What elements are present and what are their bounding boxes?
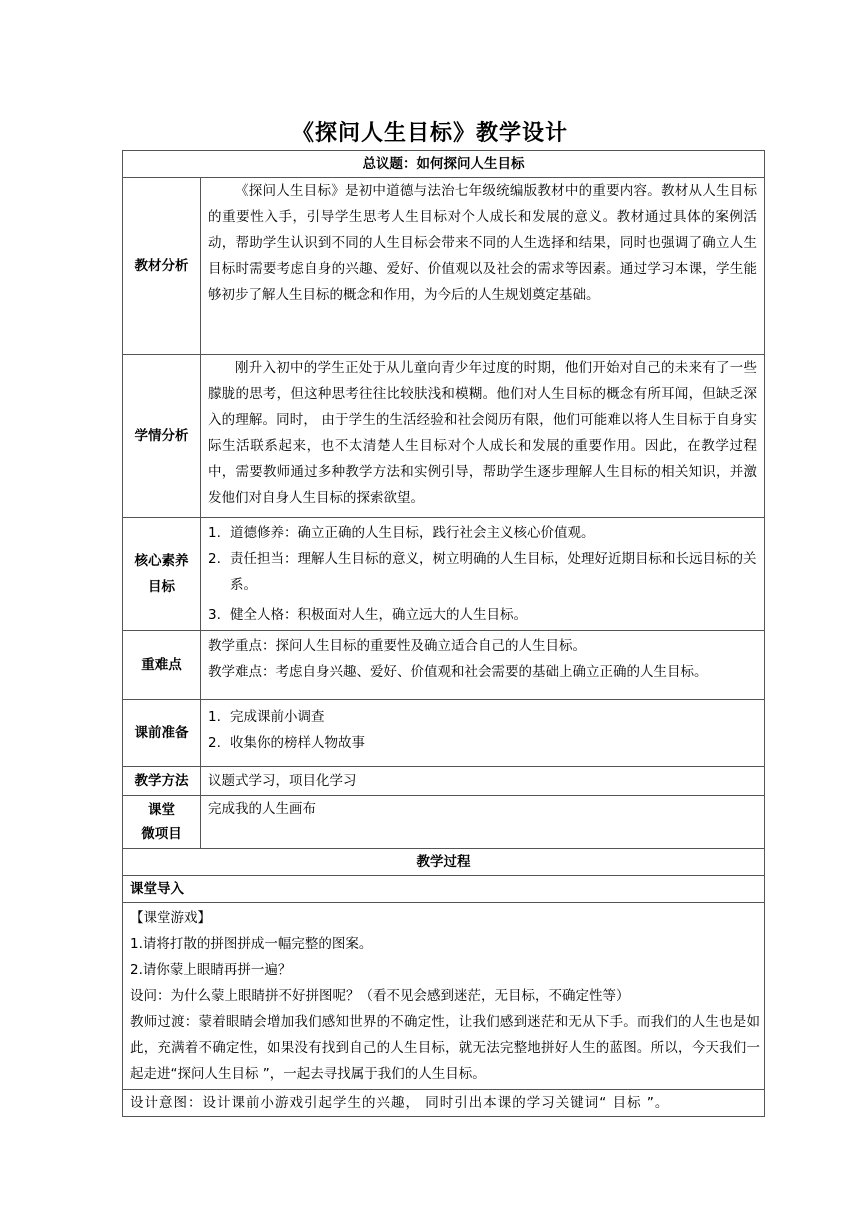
list-item xyxy=(208,546,760,598)
intro-content xyxy=(123,903,765,1090)
list-item-text: 道德修养：确立正确的人生目标，践行社会主义核心价值观。 xyxy=(230,525,595,541)
list-item-text: 健全人格：积极面对人生，确立远大的人生目标。 xyxy=(230,607,527,623)
preparation-row xyxy=(123,700,765,767)
micro-project-label-line1: 课堂 xyxy=(148,802,175,818)
list-item xyxy=(208,704,760,730)
core-literacy-list xyxy=(201,518,765,631)
question-line: 设问：为什么蒙上眼睛拼不好拼图呢？（看不见会感到迷茫，无目标，不确定性等） xyxy=(130,988,630,1004)
list-item-text: 完成课前小调查 xyxy=(230,709,325,725)
intro-section-row xyxy=(123,876,765,903)
textbook-analysis-label: 教材分析 xyxy=(123,178,201,355)
preparation-list xyxy=(201,700,765,767)
lesson-plan-table xyxy=(122,150,765,1117)
list-item-number: 2. xyxy=(208,735,221,751)
micro-project-text: 完成我的人生画布 xyxy=(201,796,765,849)
teaching-difficulty: 教学难点：考虑自身兴趣、爱好、价值观和社会需要的基础上确立正确的人生目标。 xyxy=(208,664,708,680)
preparation-label: 课前准备 xyxy=(123,700,201,767)
list-item-text: 收集你的榜样人物故事 xyxy=(230,735,365,751)
list-item-number: 3. xyxy=(208,607,221,623)
teaching-focus: 教学重点：探问人生目标的重要性及确立适合自己的人生目标。 xyxy=(208,638,586,654)
core-literacy-label-line2: 目标 xyxy=(148,579,175,595)
overall-topic: 总议题：如何探问人生目标 xyxy=(123,151,765,178)
process-heading-row xyxy=(123,849,765,876)
core-literacy-row xyxy=(123,518,765,631)
list-item-number: 2. xyxy=(208,551,221,567)
step-line: 2.请你蒙上眼睛再拼一遍？ xyxy=(130,962,292,978)
key-difficulty-label: 重难点 xyxy=(123,631,201,700)
overall-topic-row xyxy=(123,151,765,178)
list-item xyxy=(208,520,760,546)
method-row xyxy=(123,767,765,796)
micro-project-label-line2: 微项目 xyxy=(141,826,182,842)
list-item-number: 1. xyxy=(208,525,221,541)
document-title: 《探问人生目标》教学设计 xyxy=(291,121,568,146)
method-text: 议题式学习，项目化学习 xyxy=(201,767,765,796)
textbook-analysis-text: 《探问人生目标》是初中道德与法治七年级统编版教材中的重要内容。教材从人生目标的重要性入手，引导学生思考人生目标对个人成长和发展的意义。教材通过具体的案例活动，帮助学生认识到不同的人生目标会带来不同的人生选择和结果，同时也强调了确立人生目标时需要考虑自身的兴趣、爱好、价值观以及社会的需求等因素。通过学习本课，学生能够初步了解人生目标的概念和作用，为今后的人生规划奠定基础。 xyxy=(201,178,765,355)
key-difficulty-row xyxy=(123,631,765,700)
textbook-analysis-row xyxy=(123,178,765,355)
list-item xyxy=(208,602,760,628)
design-intent: 设计意图：设计课前小游戏引起学生的兴趣， 同时引出本课的学习关键词“ 目标 ”。 xyxy=(123,1090,765,1117)
core-literacy-label xyxy=(123,518,201,631)
game-title: 【课堂游戏】 xyxy=(130,910,211,926)
intro-content-row xyxy=(123,903,765,1090)
micro-project-row xyxy=(123,796,765,849)
list-item-text: 责任担当：理解人生目标的意义，树立明确的人生目标，处理好近期目标和长远目标的关系。 xyxy=(230,551,757,593)
key-difficulty-content xyxy=(201,631,765,700)
micro-project-label xyxy=(123,796,201,849)
student-analysis-text: 刚升入初中的学生正处于从儿童向青少年过度的时期，他们开始对自己的未来有了一些朦胧的思考，但这种思考往往比较肤浅和模糊。他们对人生目标的概念有所耳闻，但缺乏深入的理解。同时， 由于学生的生活经验和社会阅历有限，他们可能难以将人生目标于自身实际生活联系起来，也不太清楚人生目标对个人成长和发展的重要作用。因此，在教学过程中，需要教师通过多种教学方法和实例引导，帮助学生逐步理解人生目标的相关知识，并激发他们对自身人生目标的探索欲望。 xyxy=(201,355,765,518)
step-line: 1.请将打散的拼图拼成一幅完整的图案。 xyxy=(130,936,373,952)
student-analysis-label: 学情分析 xyxy=(123,355,201,518)
process-heading: 教学过程 xyxy=(123,849,765,876)
method-label: 教学方法 xyxy=(123,767,201,796)
core-literacy-label-line1: 核心素养 xyxy=(134,553,189,569)
student-analysis-row xyxy=(123,355,765,518)
intro-section-title: 课堂导入 xyxy=(123,876,765,903)
design-intent-row xyxy=(123,1090,765,1117)
list-item-number: 1. xyxy=(208,709,221,725)
list-item xyxy=(208,730,760,756)
teacher-transition: 教师过渡：蒙着眼睛会增加我们感知世界的不确定性，让我们感到迷茫和无从下手。而我们的人生也是如此，充满着不确定性，如果没有找到自己的人生目标，就无法完整地拼好人生的蓝图。所以，今天我们一起走进“探问人生目标 ”，一起去寻找属于我们的人生目标。 xyxy=(130,1014,760,1082)
